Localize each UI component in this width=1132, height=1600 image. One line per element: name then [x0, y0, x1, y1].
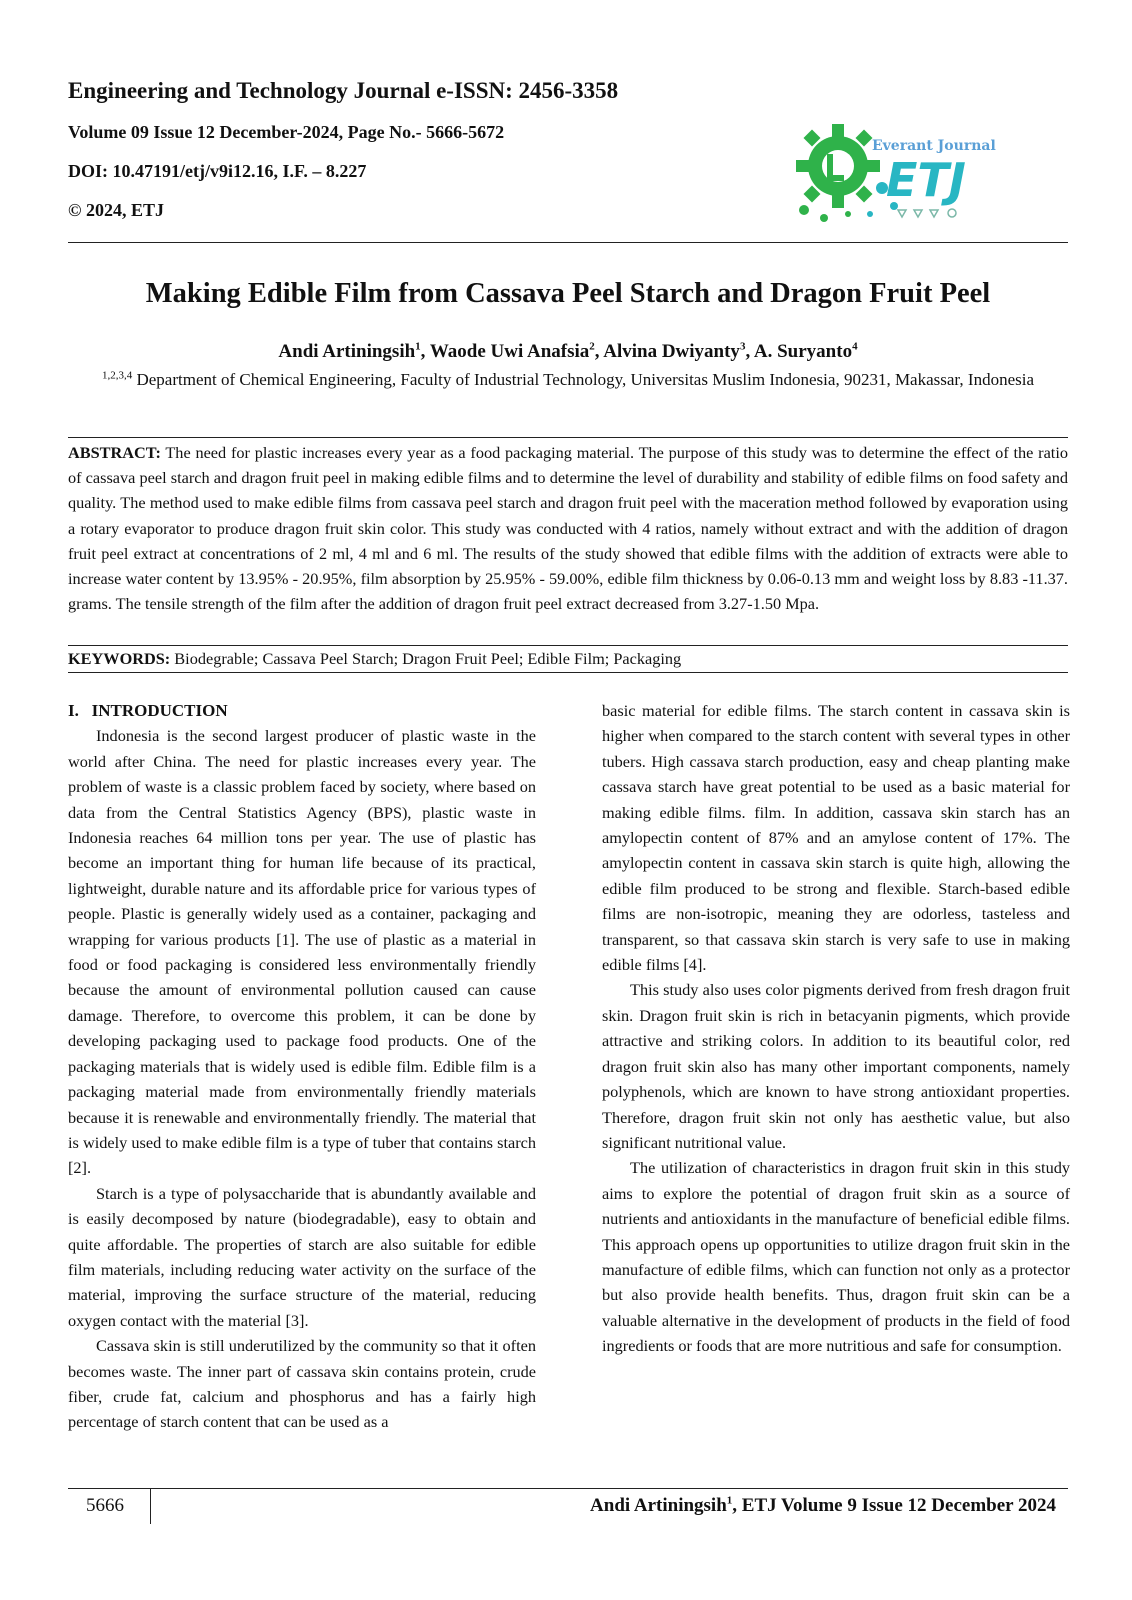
footer-author: Andi Artiningsih	[590, 1495, 727, 1516]
abstract-top-divider	[68, 437, 1068, 438]
page-number: 5666	[86, 1495, 124, 1516]
right-column	[602, 698, 1070, 1359]
author-separator: ,	[594, 341, 604, 362]
footer-citation	[590, 1490, 1056, 1522]
volume-line: Volume 09 Issue 12 December-2024, Page No.- 5666-5672	[68, 122, 505, 142]
keywords-divider	[68, 672, 1068, 673]
affiliation	[78, 367, 1058, 393]
footer-divider	[68, 1488, 1068, 1489]
author-name: Andi Artiningsih	[278, 341, 416, 362]
body-paragraph: basic material for edible films. The starch content in cassava skin is higher when compared to the starch content with several types in other tubers. High cassava starch production, easy and cheap planting make cassava starch have great potential to be used as a basic material for making edible films. film. In addition, cassava skin starch has an amylopectin content of 87% and an amylose content of 17%. The amylopectin content in cassava skin starch is quite high, allowing the edible film produced to be strong and flexible. Starch-based edible films are non-isotropic, meaning they are odorless, tasteless and transparent, so that cassava skin starch is very safe to use in making edible films [4].	[602, 701, 1070, 975]
logo-top-text: Everant Journal	[872, 138, 996, 154]
author-name: Alvina Dwiyanty	[603, 341, 740, 362]
author-separator: ,	[745, 341, 754, 362]
footer-citation-text: , ETJ Volume 9 Issue 12 December 2024	[732, 1495, 1056, 1516]
keywords-text: Biodegrable; Cassava Peel Starch; Dragon Fruit Peel; Edible Film; Packaging	[170, 649, 682, 668]
author-affiliation-mark: 1	[415, 340, 421, 353]
left-column	[68, 698, 536, 1435]
keywords	[68, 648, 1068, 670]
abstract-text: The need for plastic increases every year as a food packaging material. The purpose of this study was to determine the effect of the ratio of cassava peel starch and dragon fruit peel in making edible films and to determine the level of durability and stability of edible films on food safety and quality. The method used to make edible films from cassava peel starch and dragon fruit peel with the maceration method followed by evaporation using a rotary evaporator to produce dragon fruit skin color. This study was conducted with 4 ratios, namely without extract and with the addition of dragon fruit peel extract at concentrations of 2 ml, 4 ml and 6 ml. The results of the study showed that edible films with the addition of extracts were able to increase water content by 13.95% - 20.95%, film absorption by 25.95% - 59.00%, edible film thickness by 0.06-0.13 mm and weight loss by 8.83 -11.37. grams. The tensile strength of the film after the addition of dragon fruit peel extract decreased from 3.27-1.50 Mpa.	[68, 443, 1068, 614]
footer-author-mark: 1	[726, 1494, 733, 1507]
footer-separator	[150, 1488, 151, 1524]
abstract-bottom-divider	[68, 645, 1068, 646]
author-name: A. Suryanto	[753, 341, 853, 362]
journal-title-line: Engineering and Technology Journal e-ISSN: 2456-3358	[68, 78, 619, 103]
body-paragraph: Starch is a type of polysaccharide that is abundantly available and is easily decomposed by nature (biodegradable), easy to obtain and quite affordable. The properties of starch are also suitable for edible film materials, including reducing water activity on the surface of the material, improving the surface structure of the material, reducing oxygen contact with the material [3].	[68, 1183, 536, 1330]
header-divider	[68, 242, 1068, 243]
paper-title: Making Edible Film from Cassava Peel Starch and Dragon Fruit Peel	[145, 278, 991, 309]
keywords-label: KEYWORDS:	[68, 649, 171, 668]
affiliation-mark: 1,2,3,4	[101, 369, 133, 382]
body-paragraph: Cassava skin is still underutilized by the community so that it often becomes waste. The inner part of cassava skin contains protein, crude fiber, crude fat, calcium and phosphorus and has a fairly high percentage of starch content that can be used as a	[68, 1336, 536, 1432]
author-list	[68, 341, 1068, 363]
etj-journal-logo	[790, 118, 1005, 228]
author-separator: ,	[420, 341, 430, 362]
body-paragraph: Indonesia is the second largest producer of plastic waste in the world after China. The need for plastic increases every year. The problem of waste is a classic problem faced by society, where based on data from the Central Statistics Agency (BPS), plastic waste in Indonesia reaches 64 million tons per year. The use of plastic has become an important thing for human life because of its practical, lightweight, durable nature and its affordable price for various types of people. Plastic is generally widely used as a container, packaging and wrapping for various products [1]. The use of plastic as a material in food or food packaging is considered less environmentally friendly because the amount of environmental pollution caused can cause damage. Therefore, to overcome this problem, it can be done by developing packaging used to package food products. One of the packaging materials that is widely used is edible film. Edible film is a packaging material made from environmentally friendly materials because it is renewable and environmentally friendly. The material that is widely used to make edible film is a type of tuber that contains starch [2].	[68, 726, 536, 1178]
affiliation-text: Department of Chemical Engineering, Faculty of Industrial Technology, Universitas Muslim Indonesia, 90231, Makassar, Indonesia	[132, 370, 1034, 389]
author-affiliation-mark: 4	[852, 340, 858, 353]
body-paragraph: This study also uses color pigments derived from fresh dragon fruit skin. Dragon fruit skin is rich in betacyanin pigments, which provide attractive and striking colors. In addition to its beautiful color, red dragon fruit skin also has many other important components, namely polyphenols, which are known to have strong antioxidant properties. Therefore, dragon fruit skin not only has aesthetic value, but also significant nutritional value.	[602, 980, 1070, 1152]
body-paragraph: The utilization of characteristics in dragon fruit skin in this study aims to explore the potential of dragon fruit skin as a source of nutrients and antioxidants in the manufacture of beneficial edible films. This approach opens up opportunities to utilize dragon fruit skin in the manufacture of edible films, which can function not only as a protector but also provide health benefits. Thus, dragon fruit skin can be a valuable alternative in the development of products in the field of food ingredients or foods that are more nutritious and safe for consumption.	[602, 1158, 1070, 1356]
copyright-line: © 2024, ETJ	[68, 200, 164, 220]
author-affiliation-mark: 2	[589, 340, 595, 353]
abstract-label: ABSTRACT:	[68, 443, 161, 462]
author-affiliation-mark: 3	[739, 340, 746, 353]
abstract	[68, 440, 1068, 616]
logo-main-text: ETJ	[886, 153, 966, 207]
doi-line: DOI: 10.47191/etj/v9i12.16, I.F. – 8.227	[68, 161, 367, 181]
section-heading-introduction: I. INTRODUCTION	[68, 701, 228, 720]
author-name: Waode Uwi Anafsia	[429, 341, 590, 362]
